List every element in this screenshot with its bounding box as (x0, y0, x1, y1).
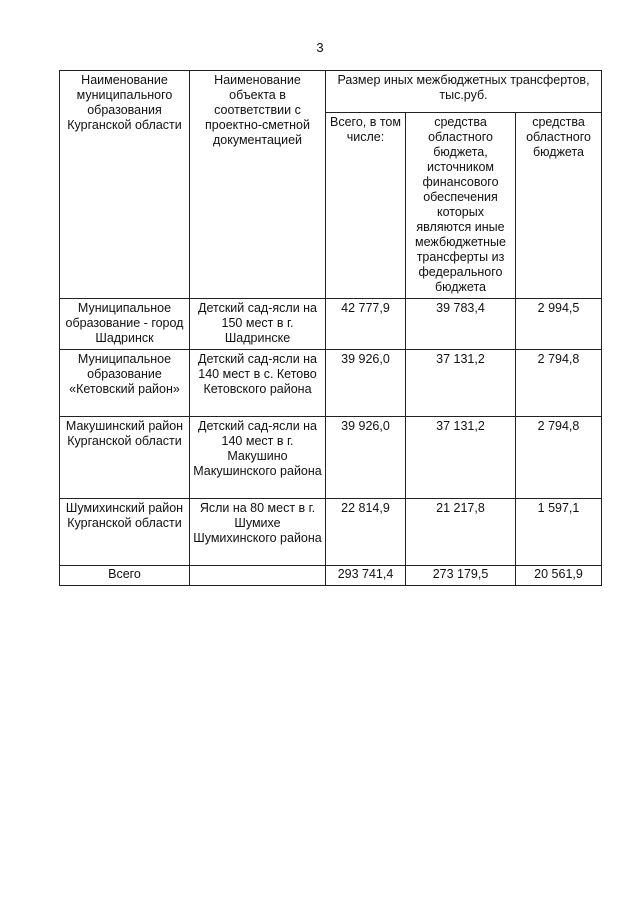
cell-municipality: Муниципальное образование «Кетовский район» (60, 350, 190, 417)
table-row (60, 499, 602, 566)
cell-municipality: Шумихинский район Курганской области (60, 499, 190, 566)
cell-object: Ясли на 80 мест в г. Шумихе Шумихинского района (190, 499, 326, 566)
cell-regional: 1 597,1 (516, 499, 602, 566)
cell-total-label: Всего (60, 566, 190, 586)
cell-municipality: Муниципальное образование - город Шадринск (60, 299, 190, 350)
cell-municipality: Макушинский район Курганской области (60, 417, 190, 499)
header-municipality: Наименование муниципального образования Курганской области (60, 71, 190, 299)
cell-federal-source: 37 131,2 (406, 350, 516, 417)
cell-grand-regional: 20 561,9 (516, 566, 602, 586)
cell-regional: 2 794,8 (516, 350, 602, 417)
table-row (60, 350, 602, 417)
cell-federal-source: 21 217,8 (406, 499, 516, 566)
cell-total: 39 926,0 (326, 417, 406, 499)
cell-total: 39 926,0 (326, 350, 406, 417)
cell-object: Детский сад-ясли на 140 мест в с. Кетово Кетовского района (190, 350, 326, 417)
header-transfers-group: Размер иных межбюджетных трансфертов, тыс.руб. (326, 71, 602, 113)
table-row (60, 299, 602, 350)
table-total-row (60, 566, 602, 586)
table-header-row (60, 71, 602, 113)
cell-regional: 2 994,5 (516, 299, 602, 350)
header-total-incl: Всего, в том числе: (326, 113, 406, 299)
cell-total: 22 814,9 (326, 499, 406, 566)
cell-total: 42 777,9 (326, 299, 406, 350)
cell-grand-total: 293 741,4 (326, 566, 406, 586)
cell-object: Детский сад-ясли на 140 мест в г. Макушино Макушинского района (190, 417, 326, 499)
cell-regional: 2 794,8 (516, 417, 602, 499)
cell-grand-federal-source: 273 179,5 (406, 566, 516, 586)
transfers-table (59, 70, 602, 586)
header-regional: средства областного бюджета (516, 113, 602, 299)
cell-federal-source: 37 131,2 (406, 417, 516, 499)
page-number: 3 (316, 40, 324, 55)
cell-total-object (190, 566, 326, 586)
cell-federal-source: 39 783,4 (406, 299, 516, 350)
header-regional-federal-source: средства областного бюджета, источником финансового обеспечения которых являются иные межбюджетные трансферты из федерального бюджета (406, 113, 516, 299)
header-object: Наименование объекта в соответствии с проектно-сметной документацией (190, 71, 326, 299)
cell-object: Детский сад-ясли на 150 мест в г. Шадринске (190, 299, 326, 350)
table-row (60, 417, 602, 499)
